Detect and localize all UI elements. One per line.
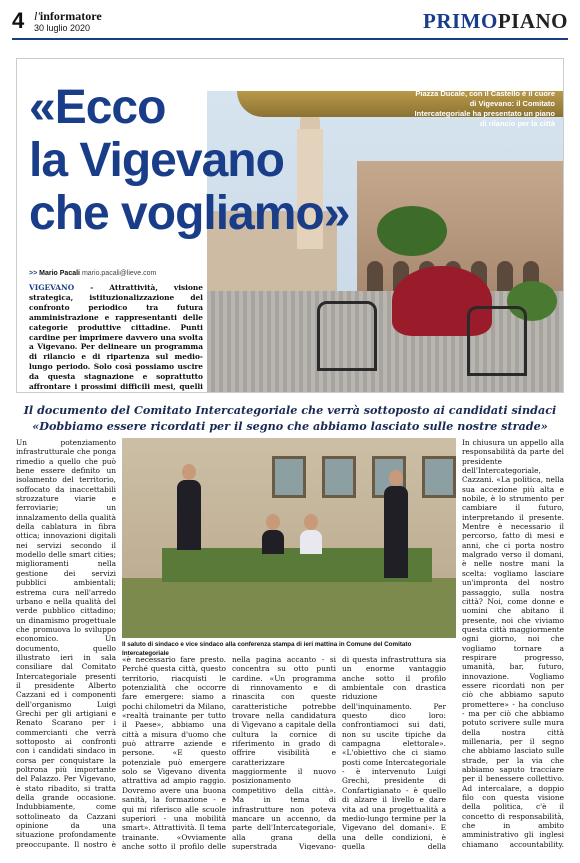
masthead-prefix: l': [34, 9, 40, 23]
photo-caption: Piazza Ducale, con il Castello è il cuore di Vigevano: il Comitato Intercategoriale ha presentato un piano di rilancio per la città: [414, 89, 555, 128]
subheadline-line-1: Il documento del Comitato Intercategoriale che verrà sottoposto ai candidati sindaci: [23, 403, 557, 417]
page-header: [12, 8, 568, 42]
masthead-name: informatore: [39, 9, 102, 23]
headline-line-2: la Vigevano: [29, 134, 284, 187]
conference-photo: [122, 438, 456, 638]
hero-block: [16, 58, 564, 393]
article-column-5: In chiusura un appello alla responsabilità da parte del presidente dell'Intercategoriale, Cazzani. «La politica, nella sua accezione più alta e nobile, è lo strumento per cambiare il futuro, interpretando il presente. Mentre è necessario il percorso, fatto di mesi e anni, che ci porta nostro malgrado verso il domani, è nelle nostre mani la scelta: vogliamo lasciare un'impronta del nostro passaggio, sulla nostra città? Noi, come donne e uomini che abitano il presente, noi che viviamo questa città maggiormente ogni giorno, noi che vogliamo tornare a respirare progresso, umanità, bar, futuro, innovazione. Vogliamo essere ricordati non per ciò che abbiamo saputo promettere» - ha concluso - ma per ciò che abbiamo potuto scrivere sulle mura della nostra città millenaria, per il segno che abbiamo lasciato sulle strade, per la via che abbiamo saputo tracciare per il benessere collettivo. Ad intercalare, a doppio filo con questa visione della politica, c'è il concetto di responsabilità, che in ambito amministrativo gli inglesi chiamano accountability.: [462, 438, 564, 849]
page-number: 4: [12, 8, 25, 33]
headline-line-1: «Ecco: [29, 81, 166, 134]
section-name-piano: PIANO: [497, 9, 568, 33]
section-name: [423, 8, 568, 34]
lead-paragraph: [29, 283, 203, 393]
header-rule: [12, 38, 568, 40]
article-column-2: «è necessario fare presto. Perché questa città, questo territorio, riacquisti le potenzialità che occorre fare emergere: siamo a pochi chilometri da Milano, «realtà trainante per tutto il Paese», abbiamo una città a misura d'uomo che può attrarre aziende e persone. «E questo potenziale può emergere solo se Vigevano diventa attrattiva ad ampio raggio. Dovremo avere una buona sanità, la formazione - e qui mi riferisco alle scuole superiori - una mobilità smart». Attrattività. Il tema trainante. «Ovviamente anche sotto il profilo delle: [122, 655, 226, 850]
lead-kicker: VIGEVANO: [29, 283, 75, 292]
author-name: Mario Pacali: [39, 270, 80, 277]
article-column-4: di questa infrastruttura sia un enorme vantaggio anche sotto il profilo ambientale con drastica riduzione dell'inquinamento. Per questo dico loro: confrontiamoci sui dati, non su uscite tipiche da campagna elettorale». «L'obiettivo che ci siamo posti come Intercategoriale - è intervenuto Luigi Grechi, presidente di Confartigianato - è quello di alzare il livello e dare vita ad una progettualità a medio-lungo termine per la Vigevano del domani». E una delle condizioni, è quella della: [342, 655, 446, 850]
article-column-3: nella pagina accanto - si concentra su otto punti cardine. «Un programma di rinnovamento e di rinascita con queste caratteristiche potrebbe trovare nella candidatura di Vigevano a capitale della cultura la cornice di riferimento in grado di offrire visibilità e caratterizzare maggiormente il nuovo posizionamento competitivo della città». Ma in tema di infrastrutture non poteva mancare un accenno, da parte dell'Intercategoriale, alla grana della superstrada Vigevano-: [232, 655, 336, 850]
subheadline: [16, 402, 564, 434]
conference-photo-caption: Il saluto di sindaco e vice sindaco alla conferenza stampa di ieri mattina in Comune del Comitato Intercategoriale: [122, 641, 412, 657]
author-byline: [29, 269, 204, 278]
section-name-primo: PRIMO: [423, 9, 498, 33]
masthead: [34, 10, 102, 23]
subheadline-line-2: «Dobbiamo essere ricordati per il segno che abbiamo lasciato sulle nostre strade»: [32, 419, 548, 433]
byline-arrow: >>: [29, 270, 38, 277]
headline-line-3: che vogliamo»: [29, 187, 350, 240]
lead-text: - Attrattività, visione strategica, istituzionalizzazione del confronto periodico tra futura amministrazione e rappresentanti delle categorie produttive cittadine. Punti cardine per imprimere davvero una svolta a Vigevano. Per delineare un programma di rilancio e di ripartenza sul medio-lungo periodo. Solo così possiamo uscire da questa stagnazione e soprattutto affrontare i prossimi difficili mesi, quelli: [29, 283, 203, 392]
article-column-1: Un potenziamento infrastrutturale che ponga rimedio a quello che può bene essere definito un isolamento del territorio, soffocato da inaccettabili strozzature viarie e ferroviarie; un innalzamento della qualità della cablatura in fibra ottica; innovazioni digitali nei servizi secondo il modello delle smart cities; miglioramenti nella gestione dei servizi pubblici ambientali; estrema cura nell'arredo urbano e nella qualità del verde pubblico cittadino; un dinamismo progettuale che promuova lo sviluppo economico. Un documento, quello illustrato ieri in sala consiliare dal Comitato Intercategoriale presenti il presidente Alberto Cazzani ed i componenti dell'organismo Luigi Grechi per gli artigiani e Renato Scarano per i commercianti che verrà sottoposto ai confronti con i candidati sindaco in corsa per conquistare la poltrona più importante del Palazzo. Per Vigevano, è stato ribadito, si tratta della grande occasione. Indubbiamente, come sottolineato da Cazzani opinione da una situazione profondamente preoccupante. Il nostro è: [16, 438, 116, 849]
author-email: mario.pacali@lieve.com: [81, 270, 157, 277]
issue-date: 30 luglio 2020: [34, 23, 91, 33]
headline: [29, 81, 449, 240]
